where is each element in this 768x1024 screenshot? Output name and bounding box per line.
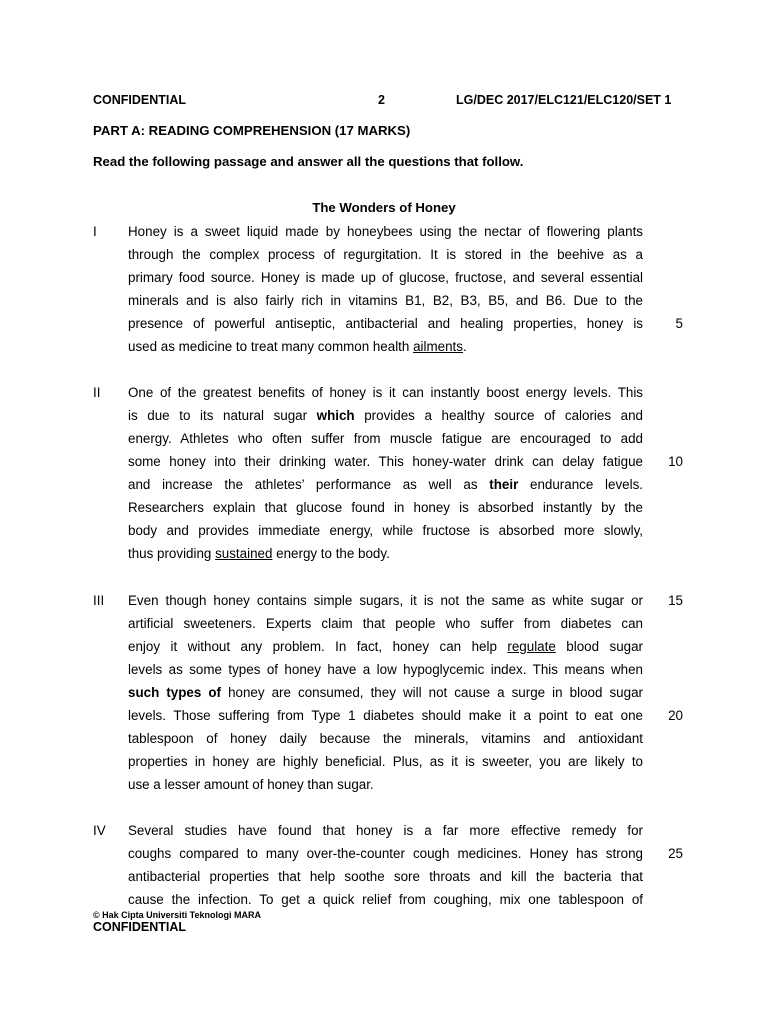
text-line: levels as some types of honey have a low hypoglycemic index. This means when — [128, 662, 643, 677]
text-line: used as medicine to treat many common health ailments. — [128, 339, 467, 354]
page-number: 2 — [378, 93, 385, 107]
text-line: Researchers explain that glucose found in honey is absorbed instantly by the — [128, 500, 643, 515]
underlined-word: regulate — [507, 639, 556, 654]
text-line: antibacterial properties that help soothe sore throats and kill the bacteria that — [128, 869, 643, 884]
text-line: Several studies have found that honey is a far more effective remedy for — [128, 823, 643, 838]
paragraph-numeral: I — [93, 224, 97, 239]
exam-code: LG/DEC 2017/ELC121/ELC120/SET 1 — [456, 93, 672, 107]
text-line: use a lesser amount of honey than sugar. — [128, 777, 374, 792]
line-number: 10 — [668, 454, 683, 469]
underlined-word: sustained — [215, 546, 273, 561]
text-line: through the complex process of regurgitation. It is stored in the beehive as a — [128, 247, 643, 262]
paragraph-numeral: IV — [93, 823, 106, 838]
text-line: body and provides immediate energy, while fructose is absorbed more slowly, — [128, 523, 643, 538]
text-line: energy. Athletes who often suffer from muscle fatigue are encouraged to add — [128, 431, 643, 446]
text-line: properties in honey are highly beneficial. Plus, as it is sweeter, you are likely to — [128, 754, 643, 769]
paragraph-numeral: II — [93, 385, 101, 400]
text-line: enjoy it without any problem. In fact, honey can help regulate blood sugar — [128, 639, 643, 654]
paragraph-numeral: III — [93, 593, 105, 608]
paragraph-text — [128, 819, 643, 911]
text-line: such types of honey are consumed, they will not cause a surge in blood sugar — [128, 685, 643, 700]
paragraph-text — [128, 589, 643, 796]
footer-copyright: © Hak Cipta Universiti Teknologi MARA — [93, 910, 261, 920]
text-line: artificial sweeteners. Experts claim that people who suffer from diabetes can — [128, 616, 643, 631]
paragraph-text — [128, 220, 643, 358]
line-number: 15 — [668, 593, 683, 608]
passage-title: The Wonders of Honey — [312, 200, 456, 215]
text-line: and increase the athletes’ performance as well as their endurance levels. — [128, 477, 643, 492]
instruction-text: Read the following passage and answer all the questions that follow. — [93, 154, 524, 169]
text-line: minerals and is also fairly rich in vitamins B1, B2, B3, B5, and B6. Due to the — [128, 293, 643, 308]
text-line: thus providing sustained energy to the body. — [128, 546, 390, 561]
text-line: coughs compared to many over-the-counter cough medicines. Honey has strong — [128, 846, 643, 861]
line-number: 20 — [668, 708, 683, 723]
part-title: PART A: READING COMPREHENSION (17 MARKS) — [93, 123, 411, 138]
text-line: Even though honey contains simple sugars, it is not the same as white sugar or — [128, 593, 643, 608]
text-line: Honey is a sweet liquid made by honeybees using the nectar of flowering plants — [128, 224, 643, 239]
paragraph-text — [128, 381, 643, 565]
text-line: some honey into their drinking water. This honey-water drink can delay fatigue — [128, 454, 643, 469]
text-line: One of the greatest benefits of honey is it can instantly boost energy levels. This — [128, 385, 643, 400]
bold-word: which — [316, 408, 355, 423]
bold-phrase: such types of — [128, 685, 221, 700]
text-line: cause the infection. To get a quick relief from coughing, mix one tablespoon of — [128, 892, 643, 907]
text-line: primary food source. Honey is made up of glucose, fructose, and several essential — [128, 270, 643, 285]
line-number: 5 — [675, 316, 683, 331]
text-line: presence of powerful antiseptic, antibacterial and healing properties, honey is — [128, 316, 643, 331]
bold-word: their — [489, 477, 519, 492]
text-line: tablespoon of honey daily because the minerals, vitamins and antioxidant — [128, 731, 643, 746]
underlined-word: ailments — [413, 339, 463, 354]
text-line: levels. Those suffering from Type 1 diabetes should make it a point to eat one — [128, 708, 643, 723]
footer-confidential: CONFIDENTIAL — [93, 920, 187, 934]
line-number: 25 — [668, 846, 683, 861]
text-line: is due to its natural sugar which provides a healthy source of calories and — [128, 408, 643, 423]
header-confidential: CONFIDENTIAL — [93, 93, 187, 107]
